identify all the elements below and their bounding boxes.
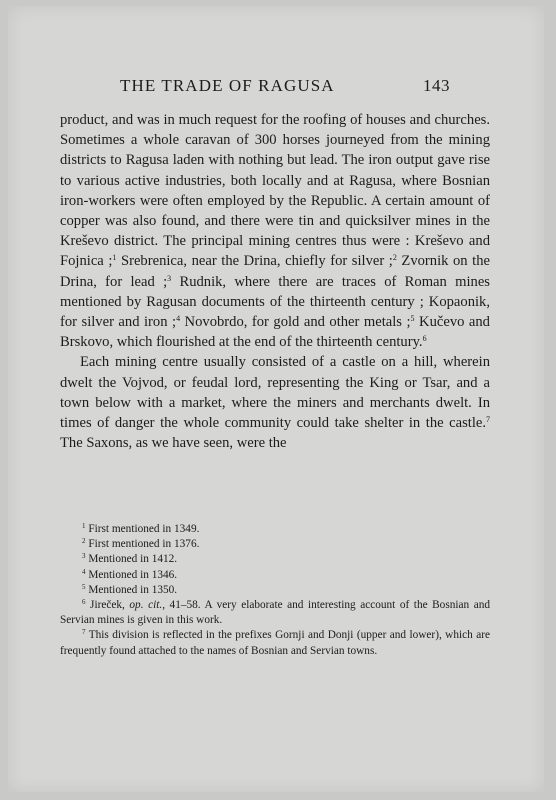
book-page	[8, 6, 544, 792]
footnote: $^7$ This division is reflected in the prefixes Gornji and Donji (upper and lower), which are frequently found attached to the names of Bosnian and Servian towns.	[60, 628, 490, 657]
footnote: $^5$ Mentioned in 1350.	[82, 582, 178, 596]
footnote-ref: 5	[410, 314, 415, 324]
footnote: $^3$ Mentioned in 1412.	[82, 552, 178, 566]
footnote-ref: 3	[167, 273, 172, 283]
footnote: $^1$ First mentioned in 1349.	[82, 522, 200, 535]
footnote: $^6$ Jireček, op. cit., 41–58. A very elaborate and interesting account of the Bosnian and Servian mines is given in this work.	[60, 598, 491, 627]
footnote-marker: 1	[82, 522, 86, 530]
footnote-marker: 2	[82, 537, 86, 546]
page-number: 143	[423, 76, 450, 95]
footnotes	[60, 522, 490, 659]
body-text	[60, 110, 490, 453]
footnote: $^2$ First mentioned in 1376.	[82, 537, 200, 551]
citation-abbrev: op. cit.	[129, 599, 163, 612]
page-header	[120, 76, 450, 100]
paragraph: product, and was in much request for the roofing of houses and churches. Sometimes a whole caravan of 300 horses journeyed from the mining districts to Ragusa laden with nothing but lead. The iron output gave rise to various active industries, both locally and at Ragusa, where Bosnian iron-workers were often employed by the Republic. A certain amount of copper was also found, and there were tin and quicksilver mines in the Kreševo district. The principal mining centres thus were : Kreševo and Fojnica ;$^1$ Srebrenica, near the Drina, chiefly for silver ;$^2$ Zvornik on the Drina, for lead ;$^3$ Rudnik, where there are traces of Roman mines mentioned by Ragusan documents of the thirteenth century ; Kopaonik, for silver and iron ;$^4$ Novobrdo, for gold and other metals ;$^5$ Kučevo and Brskovo, which flourished at the end of the thirteenth century.$^6$	[60, 112, 490, 351]
footnote-marker: 4	[82, 567, 86, 576]
footnote-ref: 4	[176, 314, 181, 324]
footnote-ref: 1	[112, 253, 117, 263]
footnote-marker: 3	[82, 552, 86, 561]
footnote-marker: 6	[82, 598, 86, 607]
paragraph: Each mining centre usually consisted of a castle on a hill, wherein dwelt the Vojvod, or feudal lord, representing the King or Tsar, and a town below with a market, where the miners and merchants dwelt. In times of danger the whole community could take shelter in the castle.$^7$ The Saxons, as we have seen, were the	[60, 354, 490, 452]
footnote-ref: 2	[392, 253, 397, 263]
footnote: $^4$ Mentioned in 1346.	[82, 567, 178, 581]
footnote-ref: 7	[486, 415, 490, 425]
footnote-marker: 5	[82, 582, 86, 591]
footnote-marker: 7	[82, 628, 86, 637]
running-title: THE TRADE OF RAGUSA	[120, 76, 335, 95]
footnote-ref: 6	[422, 334, 427, 344]
